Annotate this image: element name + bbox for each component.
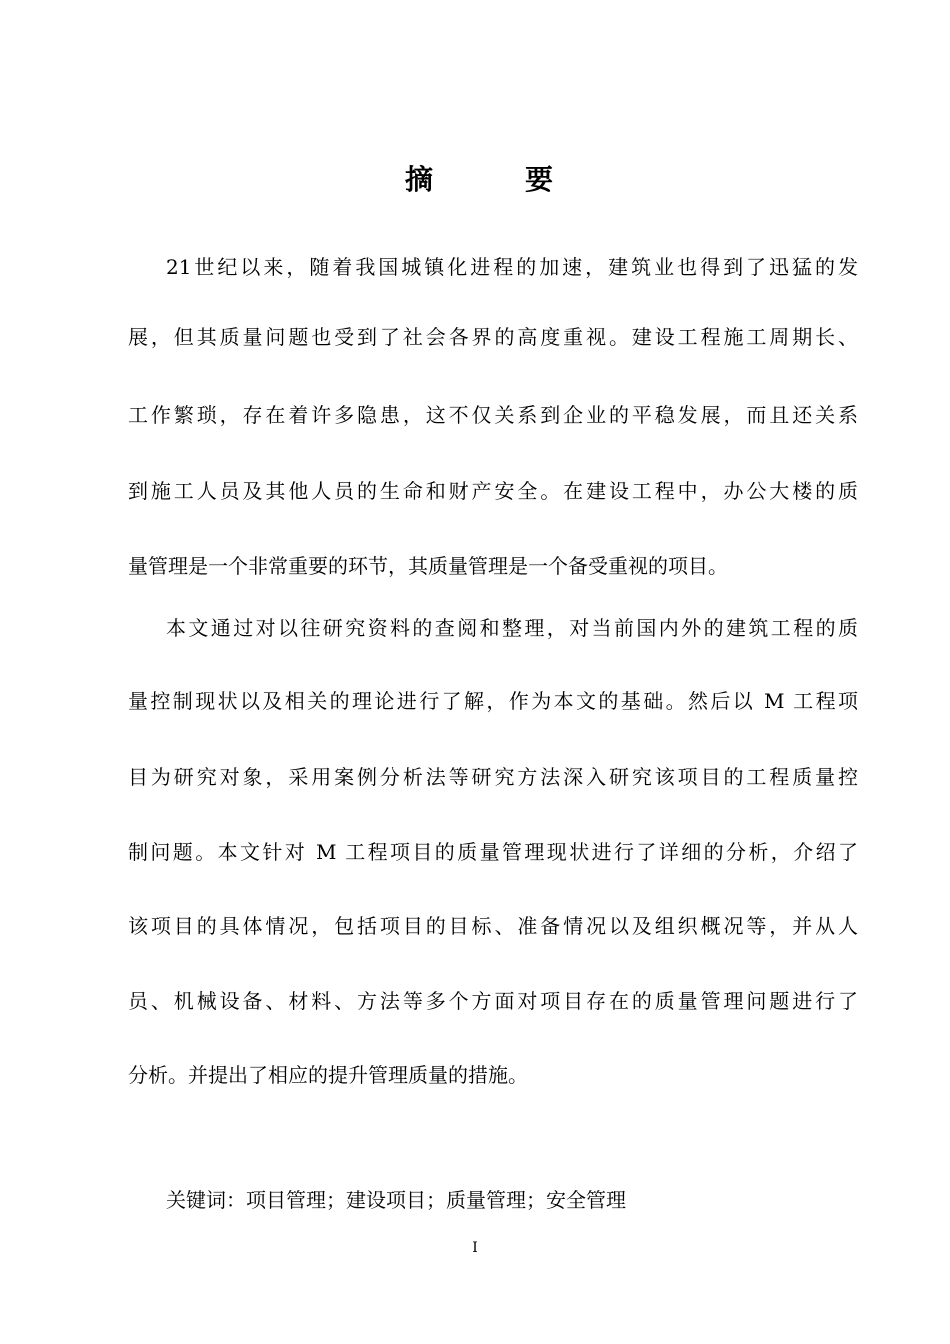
paragraph-1-line-4: 到施工人员及其他人员的生命和财产安全。在建设工程中，办公大楼的质 xyxy=(128,479,858,503)
paragraph-2-line-5: 该项目的具体情况，包括项目的目标、准备情况以及组织概况等，并从人 xyxy=(128,914,858,938)
keywords-label: 关键词： xyxy=(166,1188,246,1212)
paragraph-2-line-2: 量控制现状以及相关的理论进行了解，作为本文的基础。然后以 M 工程项 xyxy=(128,689,858,713)
paragraph-1-line-2: 展，但其质量问题也受到了社会各界的高度重视。建设工程施工周期长、 xyxy=(128,325,858,349)
keywords-value: 项目管理；建设项目；质量管理；安全管理 xyxy=(246,1188,626,1212)
paragraph-2-line-3: 目为研究对象，采用案例分析法等研究方法深入研究该项目的工程质量控 xyxy=(128,765,858,789)
paragraph-1-line-1: 21世纪以来，随着我国城镇化进程的加速，建筑业也得到了迅猛的发 xyxy=(166,255,858,279)
keywords-line xyxy=(166,1185,626,1215)
paragraph-2-line-4: 制问题。本文针对 M 工程项目的质量管理现状进行了详细的分析，介绍了 xyxy=(128,840,858,864)
paragraph-2-line-6: 员、机械设备、材料、方法等多个方面对项目存在的质量管理问题进行了 xyxy=(128,989,858,1013)
page-title: 摘 要 xyxy=(404,163,585,196)
paragraph-1-line-3: 工作繁琐，存在着许多隐患，这不仅关系到企业的平稳发展，而且还关系 xyxy=(128,403,858,427)
paragraph-2-line-7: 分析。并提出了相应的提升管理质量的措施。 xyxy=(128,1063,528,1087)
paragraph-1-line-5: 量管理是一个非常重要的环节，其质量管理是一个备受重视的项目。 xyxy=(128,554,728,578)
page-number: I xyxy=(472,1240,478,1256)
paragraph-2-line-1: 本文通过对以往研究资料的查阅和整理，对当前国内外的建筑工程的质 xyxy=(166,616,858,640)
